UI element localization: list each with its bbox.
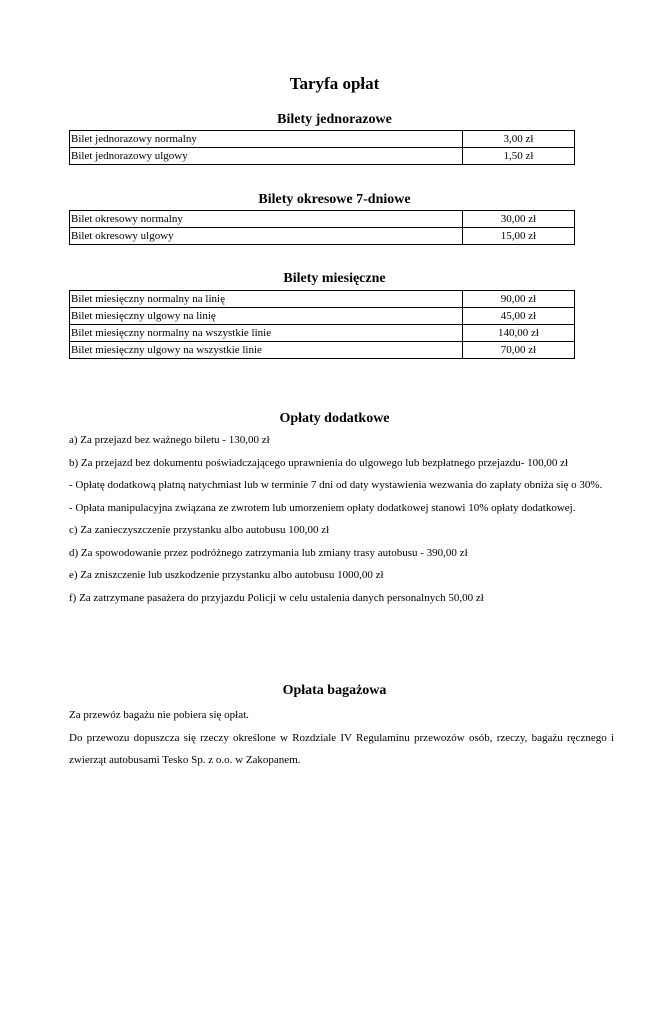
table-row — [70, 308, 575, 325]
table-row — [70, 131, 575, 148]
ticket-name: Bilet miesięczny normalny na wszystkie linie — [70, 325, 463, 342]
monthly-tickets-heading: Bilety miesięczne — [283, 271, 386, 286]
weekly-tickets-heading: Bilety okresowe 7-dniowe — [258, 192, 411, 207]
ticket-name: Bilet jednorazowy normalny — [70, 131, 463, 148]
baggage-fee-heading: Opłata bagażowa — [282, 683, 387, 698]
table-row — [70, 228, 575, 245]
fee-line: e) Za zniszczenie lub uszkodzenie przystanku albo autobusu 1000,00 zł — [69, 569, 384, 581]
ticket-name: Bilet miesięczny normalny na linię — [70, 291, 463, 308]
single-tickets-table — [69, 130, 575, 165]
additional-fees-heading: Opłaty dodatkowe — [279, 411, 390, 426]
table-row — [70, 211, 575, 228]
fee-line: f) Za zatrzymane pasażera do przyjazdu Policji w celu ustalenia danych personalnych 50,00 zł — [69, 591, 484, 604]
baggage-fee-text — [69, 704, 614, 772]
ticket-price: 90,00 zł — [463, 291, 575, 308]
additional-fees-list — [69, 429, 614, 609]
ticket-name: Bilet miesięczny ulgowy na wszystkie linie — [70, 342, 463, 359]
ticket-name: Bilet jednorazowy ulgowy — [70, 148, 463, 165]
weekly-tickets-table — [69, 210, 575, 245]
baggage-line: Za przewóz bagażu nie pobiera się opłat. — [69, 709, 249, 721]
monthly-tickets-table — [69, 290, 575, 359]
single-tickets-heading: Bilety jednorazowe — [277, 112, 392, 127]
ticket-price: 70,00 zł — [463, 342, 575, 359]
ticket-price: 140,00 zł — [463, 325, 575, 342]
baggage-line: Do przewozu dopuszcza się rzeczy określone w Rozdziale IV Regulaminu przewozów osób, rzeczy, bagażu ręcznego i zwierząt autobusami Tesko Sp. z o.o. w Zakopanem. — [69, 731, 614, 766]
ticket-name: Bilet okresowy normalny — [70, 211, 463, 228]
table-row — [70, 342, 575, 359]
ticket-name: Bilet okresowy ulgowy — [70, 228, 463, 245]
ticket-price: 1,50 zł — [463, 148, 575, 165]
fee-note: - Opłata manipulacyjna związana ze zwrotem lub umorzeniem opłaty dodatkowej stanowi 10% opłaty dodatkowej. — [69, 501, 576, 514]
ticket-price: 3,00 zł — [463, 131, 575, 148]
fee-line: a) Za przejazd bez ważnego biletu - 130,00 zł — [69, 434, 270, 446]
page-title: Taryfa opłat — [289, 74, 380, 93]
ticket-price: 30,00 zł — [463, 211, 575, 228]
table-row — [70, 291, 575, 308]
ticket-price: 15,00 zł — [463, 228, 575, 245]
fee-line: c) Za zanieczyszczenie przystanku albo autobusu 100,00 zł — [69, 524, 330, 536]
ticket-name: Bilet miesięczny ulgowy na linię — [70, 308, 463, 325]
table-row — [70, 325, 575, 342]
fee-line: b) Za przejazd bez dokumentu poświadczającego uprawnienia do ulgowego lub bezpłatnego przejazdu- 100,00 zł — [69, 456, 569, 469]
ticket-price: 45,00 zł — [463, 308, 575, 325]
fee-note: - Opłatę dodatkową płatną natychmiast lub w terminie 7 dni od daty wystawienia wezwania do zapłaty obniża się o 30%. — [69, 479, 603, 491]
table-row — [70, 148, 575, 165]
fee-line: d) Za spowodowanie przez podróżnego zatrzymania lub zmiany trasy autobusu - 390,00 zł — [69, 546, 468, 559]
